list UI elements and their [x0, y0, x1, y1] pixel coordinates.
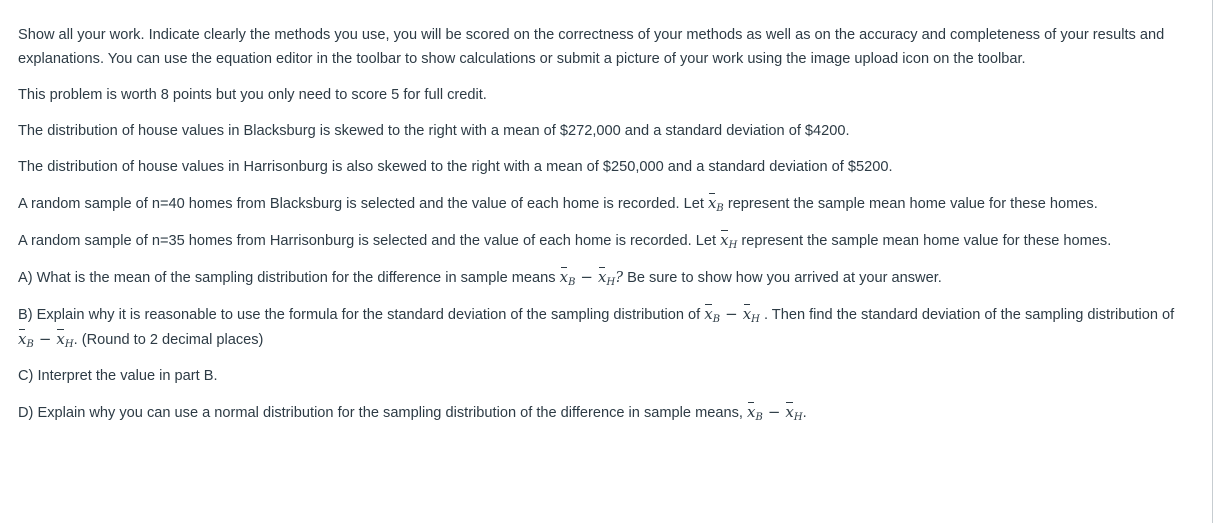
- math-sub-b: B: [712, 314, 721, 325]
- math-sub-h: H: [751, 314, 760, 325]
- part-b-text-post: . (Round to 2 decimal places): [73, 332, 264, 348]
- harrisonburg-text: The distribution of house values in Harrisonburg is also skewed to the right with a mean of $250,000 and a standard deviation of $5200.: [18, 159, 893, 175]
- question-body: [18, 23, 1198, 437]
- blacksburg-paragraph: [18, 119, 1198, 143]
- part-a-text-pre: A) What is the mean of the sampling distribution for the difference in sample means: [18, 270, 560, 286]
- sample-h-text-post: represent the sample mean home value for these homes.: [737, 233, 1112, 249]
- math-x: x: [743, 302, 751, 326]
- question-mark: ?: [615, 269, 624, 286]
- part-c-paragraph: [18, 364, 1198, 388]
- math-x: x: [704, 302, 712, 326]
- math-sub-b: B: [568, 277, 576, 288]
- math-x: x: [785, 400, 793, 424]
- math-sub-h: H: [64, 339, 74, 350]
- instructions-text: Show all your work. Indicate clearly the methods you use, you will be scored on the correctness of your methods as well as on the accuracy and completeness of your results and explanations. You can use the equation editor in the toolbar to show calculations or submit a picture of your work using the image upload icon on the toolbar.: [18, 27, 1165, 67]
- math-difference: [704, 305, 760, 323]
- sample-h-text-pre: A random sample of n=35 homes from Harrisonburg is selected and the value of each home is recorded. Let: [18, 233, 721, 249]
- math-x: x: [720, 228, 728, 252]
- part-b-text-pre: B) Explain why it is reasonable to use the formula for the standard deviation of the sampling distribution of: [18, 307, 705, 323]
- part-a-text-post: Be sure to show how you arrived at your answer.: [623, 270, 942, 286]
- part-b-paragraph: [18, 302, 1198, 352]
- math-minus: −: [767, 403, 781, 421]
- math-difference: [747, 403, 803, 421]
- points-paragraph: [18, 83, 1198, 107]
- math-difference: [18, 330, 74, 348]
- math-difference: [560, 268, 616, 286]
- math-x: x: [598, 265, 606, 289]
- math-x: x: [747, 400, 755, 424]
- sample-b-paragraph: [18, 191, 1198, 216]
- math-minus: −: [38, 330, 52, 348]
- part-a-paragraph: [18, 265, 1198, 290]
- math-sub-b: B: [716, 203, 724, 214]
- part-b-text-mid: . Then find the standard deviation of the sampling distribution of: [759, 307, 1175, 323]
- blacksburg-text: The distribution of house values in Blacksburg is skewed to the right with a mean of $272,000 and a standard deviation of $4200.: [18, 123, 850, 139]
- sample-b-text-post: represent the sample mean home value for these homes.: [723, 196, 1098, 212]
- math-minus: −: [725, 305, 738, 323]
- points-text: This problem is worth 8 points but you only need to score 5 for full credit.: [18, 87, 487, 103]
- sample-h-paragraph: [18, 228, 1198, 253]
- part-c-text: C) Interpret the value in part B.: [18, 368, 218, 384]
- math-x: x: [56, 327, 64, 351]
- instructions-paragraph: [18, 23, 1198, 71]
- math-sub-b: B: [26, 339, 34, 350]
- math-xbar-b: [708, 194, 724, 212]
- math-x: x: [18, 327, 26, 351]
- math-x: x: [560, 265, 568, 289]
- math-sub-h: H: [793, 412, 803, 423]
- part-d-paragraph: [18, 400, 1198, 425]
- math-xbar-h: [720, 231, 737, 249]
- math-minus: −: [580, 268, 593, 286]
- math-sub-b: B: [755, 412, 763, 423]
- math-sub-h: H: [606, 277, 616, 288]
- math-sub-h: H: [728, 240, 738, 251]
- harrisonburg-paragraph: [18, 155, 1198, 179]
- part-d-text-pre: D) Explain why you can use a normal distribution for the sampling distribution of the difference in sample means,: [18, 405, 747, 421]
- sample-b-text-pre: A random sample of n=40 homes from Blacksburg is selected and the value of each home is recorded. Let: [18, 196, 708, 212]
- math-x: x: [708, 191, 716, 215]
- part-d-text-post: .: [802, 405, 807, 421]
